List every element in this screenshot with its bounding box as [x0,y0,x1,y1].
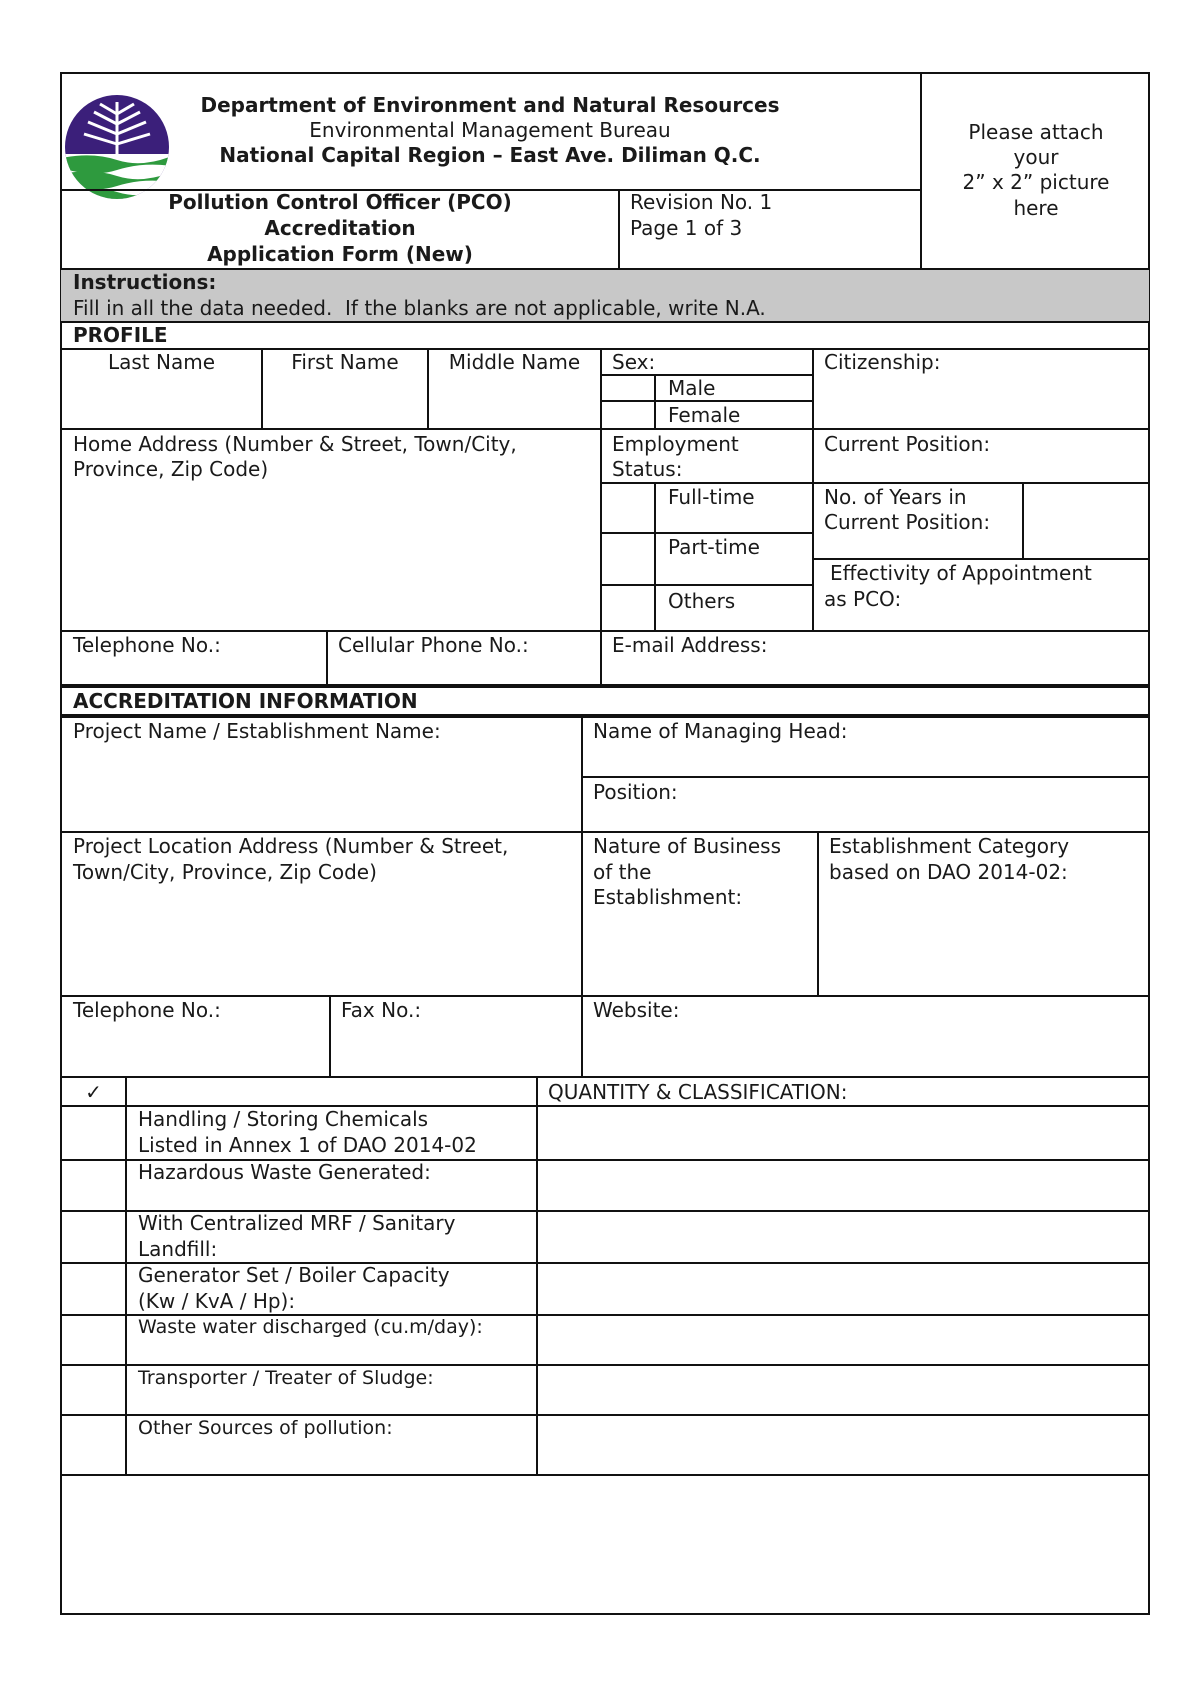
divider [326,630,328,688]
full-time-option-label: Full-time [668,485,755,509]
last-name-label: Last Name [107,350,216,374]
divider [60,321,1150,323]
divider [60,1474,1150,1476]
effectivity-label-line-1: Effectivity of Appointment [830,561,1092,585]
divider [60,630,1150,632]
checklist-item-label: Generator Set / Boiler Capacity [138,1263,450,1287]
divider [654,374,656,429]
divider [581,716,583,1076]
telephone-label: Telephone No.: [73,633,221,657]
employment-status-label-line-2: Status: [612,457,683,481]
others-checkbox[interactable] [602,586,654,631]
checklist-item-label: Hazardous Waste Generated: [138,1160,431,1184]
checklist-item-label: Waste water discharged (cu.m/day): [138,1316,483,1338]
divider [329,995,331,1076]
divider [60,1076,1150,1078]
others-option-label: Others [668,589,736,613]
divider [654,482,656,631]
sludge-transporter-checkbox[interactable] [62,1366,125,1414]
location-address-label-line-2: Town/City, Province, Zip Code) [73,860,377,884]
checklist-item-label: Transporter / Treater of Sludge: [138,1367,434,1389]
managing-head-label: Name of Managing Head: [593,719,848,743]
instructions-text: Fill in all the data needed. If the blanks are not applicable, write N.A. [73,296,766,320]
photo-note-line-3: 2” x 2” picture [962,170,1110,194]
divider [581,776,1150,778]
position-label: Position: [593,780,678,804]
years-in-position-label-line-1: No. of Years in [824,485,967,509]
website-label: Website: [593,998,680,1022]
form-title-line-3: Application Form (New) [207,242,473,266]
section-divider [60,684,1150,688]
divider [60,428,1150,430]
project-name-label: Project Name / Establishment Name: [73,719,441,743]
checklist-item-label: Landfill: [138,1237,218,1261]
checklist-item-label: Handling / Storing Chemicals [138,1107,429,1131]
full-time-checkbox[interactable] [602,484,654,532]
photo-note-line-2: your [1013,145,1059,169]
nature-of-business-label-line-3: Establishment: [593,885,743,909]
chemicals-checkbox[interactable] [62,1107,125,1159]
years-in-position-label-line-2: Current Position: [824,510,991,534]
cellular-label: Cellular Phone No.: [338,633,529,657]
male-checkbox[interactable] [602,376,654,400]
divider [60,995,1150,997]
department-name: Department of Environment and Natural Resources [200,93,780,117]
first-name-label: First Name [291,350,399,374]
photo-note-line-4: here [1013,196,1059,220]
nature-of-business-label-line-2: of the [593,860,652,884]
page-number: Page 1 of 3 [630,216,743,240]
divider [125,1076,127,1476]
establishment-category-label-line-2: based on DAO 2014-02: [829,860,1068,884]
other-sources-checkbox[interactable] [62,1416,125,1474]
sex-label: Sex: [612,350,656,374]
home-address-label-line-1: Home Address (Number & Street, Town/City, [73,432,517,456]
divider [812,558,1150,560]
email-label: E-mail Address: [612,633,768,657]
part-time-checkbox[interactable] [602,534,654,584]
female-option-label: Female [668,403,741,427]
employment-status-label-line-1: Employment [612,432,739,456]
checklist-item-label: Listed in Annex 1 of DAO 2014-02 [138,1133,477,1157]
form-title-line-1: Pollution Control Officer (PCO) [168,190,512,214]
female-checkbox[interactable] [602,402,654,428]
generator-set-checkbox[interactable] [62,1264,125,1314]
centralized-mrf-checkbox[interactable] [62,1212,125,1262]
profile-section-title: PROFILE [73,323,168,347]
checklist-item-label: Other Sources of pollution: [138,1417,393,1439]
location-address-label-line-1: Project Location Address (Number & Street, [73,834,509,858]
establishment-telephone-label: Telephone No.: [73,998,221,1022]
region-address: National Capital Region – East Ave. Diliman Q.C. [219,143,761,167]
accreditation-section-title: ACCREDITATION INFORMATION [73,689,418,713]
waste-water-checkbox[interactable] [62,1316,125,1364]
effectivity-label-line-2: as PCO: [824,587,902,611]
check-column-header: ✓ [85,1080,102,1104]
male-option-label: Male [668,376,716,400]
divider [536,1076,538,1476]
establishment-category-label-line-1: Establishment Category [829,834,1070,858]
part-time-option-label: Part-time [668,535,760,559]
divider [812,348,814,631]
photo-note-line-1: Please attach [968,120,1104,144]
checklist-item-label: With Centralized MRF / Sanitary [138,1211,456,1235]
divider [60,831,1150,833]
fax-label: Fax No.: [341,998,422,1022]
middle-name-label: Middle Name [448,350,581,374]
divider [817,831,819,995]
divider [60,268,1150,270]
years-in-position-field[interactable] [1024,484,1148,558]
section-divider [60,714,1150,718]
form-title-line-2: Accreditation [264,216,416,240]
citizenship-label: Citizenship: [824,350,941,374]
revision-number: Revision No. 1 [630,190,773,214]
current-position-label: Current Position: [824,432,991,456]
checklist-item-label: (Kw / KvA / Hp): [138,1289,296,1313]
home-address-label-line-2: Province, Zip Code) [73,457,269,481]
nature-of-business-label-line-1: Nature of Business [593,834,782,858]
instructions-title: Instructions: [73,270,217,294]
quantity-classification-header: QUANTITY & CLASSIFICATION: [548,1080,848,1104]
denr-tree-logo-icon [62,92,172,202]
hazardous-waste-checkbox[interactable] [62,1161,125,1210]
bureau-name: Environmental Management Bureau [309,118,671,142]
